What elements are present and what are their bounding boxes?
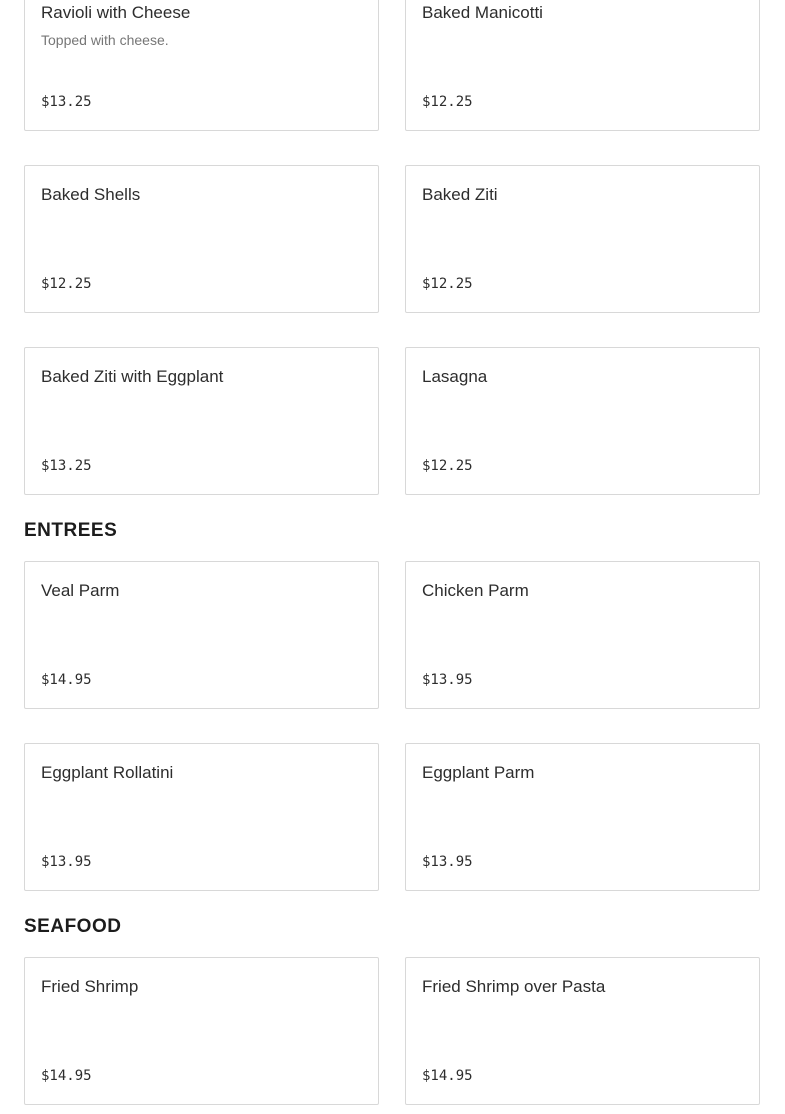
menu-item-name: Baked Ziti	[422, 185, 498, 204]
menu-item-name: Lasagna	[422, 367, 488, 386]
section-title-entrees: ENTREES	[24, 520, 118, 541]
menu-item-price: $12.25	[422, 276, 473, 292]
menu-item-name: Eggplant Rollatini	[41, 763, 174, 782]
menu-item-card[interactable]	[405, 957, 760, 1105]
menu-item-card[interactable]	[24, 957, 379, 1105]
menu-item-card[interactable]	[24, 165, 379, 313]
menu-item-price: $13.95	[422, 854, 473, 870]
menu-item-name: Chicken Parm	[422, 581, 529, 600]
menu-item-card[interactable]	[405, 165, 760, 313]
menu-item-price: $14.95	[41, 1068, 92, 1084]
menu-item-price: $13.25	[41, 94, 92, 110]
menu-item-card[interactable]	[24, 347, 379, 495]
menu-item-card[interactable]	[24, 561, 379, 709]
menu-item-card[interactable]	[405, 743, 760, 891]
menu-item-price: $14.95	[41, 672, 92, 688]
menu-item-name: Baked Manicotti	[422, 3, 543, 22]
menu-item-name: Ravioli with Cheese	[41, 3, 191, 22]
menu-item-name: Baked Ziti with Eggplant	[41, 367, 224, 386]
menu-item-description: Topped with cheese.	[41, 32, 169, 48]
menu-item-name: Fried Shrimp	[41, 977, 139, 996]
menu-item-price: $13.95	[41, 854, 92, 870]
menu-item-price: $12.25	[41, 276, 92, 292]
menu-item-name: Eggplant Parm	[422, 763, 535, 782]
menu-item-card[interactable]	[24, 743, 379, 891]
menu-item-price: $14.95	[422, 1068, 473, 1084]
menu-item-card[interactable]	[405, 561, 760, 709]
menu-item-name: Veal Parm	[41, 581, 120, 600]
menu-item-name: Fried Shrimp over Pasta	[422, 977, 606, 996]
menu-item-price: $13.95	[422, 672, 473, 688]
menu-item-card[interactable]	[405, 0, 760, 131]
menu-item-price: $12.25	[422, 94, 473, 110]
menu-item-card[interactable]	[24, 0, 379, 131]
menu-item-price: $13.25	[41, 458, 92, 474]
menu-item-price: $12.25	[422, 458, 473, 474]
section-title-seafood: SEAFOOD	[24, 916, 122, 937]
menu-item-card[interactable]	[405, 347, 760, 495]
menu-item-name: Baked Shells	[41, 185, 141, 204]
